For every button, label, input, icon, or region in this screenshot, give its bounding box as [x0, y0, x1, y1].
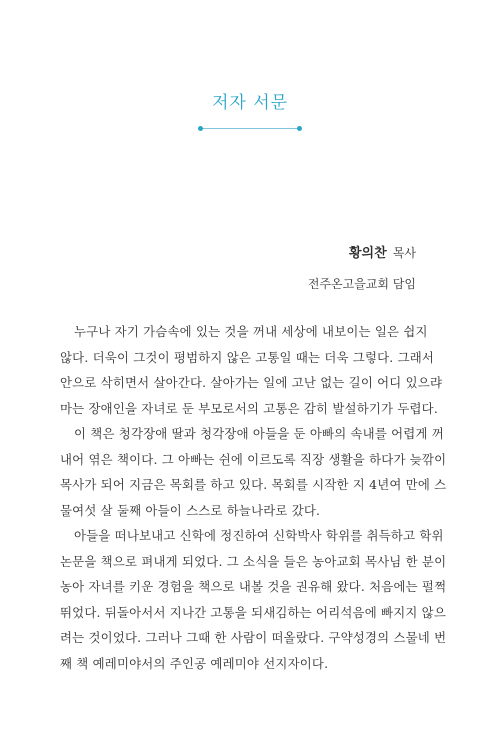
- preface-heading: [0, 90, 500, 134]
- body-line: 물여섯 살 둘째 아들이 스스로 하늘나라로 갔다.: [60, 502, 321, 518]
- author-block: [308, 242, 416, 294]
- body-line: 째 책 예레미야서의 주인공 예레미야 선지자이다.: [60, 655, 329, 671]
- body-line: 목사가 되어 지금은 목회를 하고 있다. 목회를 시작한 지 4년여 만에 스: [60, 477, 447, 492]
- body-line: 마는 장애인을 자녀로 둔 부모로서의 고통은 감히 발설하기가 두렵다.: [60, 400, 438, 416]
- body-line: 아들을 떠나보내고 신학에 정진하여 신학박사 학위를 취득하고 학위: [74, 528, 444, 543]
- body-line: 누구나 자기 가슴속에 있는 것을 꺼내 세상에 내보이는 일은 쉽지: [74, 324, 428, 339]
- heading-title: 저자 서문: [211, 93, 289, 113]
- author-role: 목사: [392, 246, 416, 260]
- body-line: 안으로 삭히면서 살아간다. 살아가는 일에 고난 없는 길이 어디 있으랴: [60, 375, 443, 390]
- author-church: 전주온고을교회 담임: [307, 277, 416, 291]
- body-line: 내어 엮은 책이다. 그 아빠는 쉰에 이르도록 직장 생활을 하다가 늦깎이: [60, 451, 447, 467]
- author-name: 황의찬: [348, 246, 387, 261]
- body-line: 농아 자녀를 키운 경험을 책으로 내볼 것을 권유해 왔다. 처음에는 펄쩍: [60, 579, 447, 594]
- author-line: [308, 242, 416, 265]
- preface-body: [60, 319, 447, 676]
- ornament-dot-right: [297, 126, 302, 131]
- ornament-line: [200, 128, 300, 129]
- heading-ornament: [198, 124, 302, 134]
- body-line: 이 책은 청각장애 딸과 청각장애 아들을 둔 아빠의 속내를 어렵게 꺼: [74, 426, 444, 441]
- ornament-dot-left: [198, 126, 203, 131]
- body-line: 않다. 더욱이 그것이 평범하지 않은 고통일 때는 더욱 그렇다. 그래서: [60, 349, 435, 365]
- body-line: 논문을 책으로 펴내게 되었다. 그 소식을 들은 농아교회 목사님 한 분이: [60, 553, 447, 569]
- body-line: 려는 것이었다. 그러나 그때 한 사람이 떠올랐다. 구약성경의 스물네 번: [60, 630, 447, 645]
- body-line: 뛰었다. 뒤돌아서서 지나간 고통을 되새김하는 어리석음에 빠지지 않으: [60, 604, 447, 620]
